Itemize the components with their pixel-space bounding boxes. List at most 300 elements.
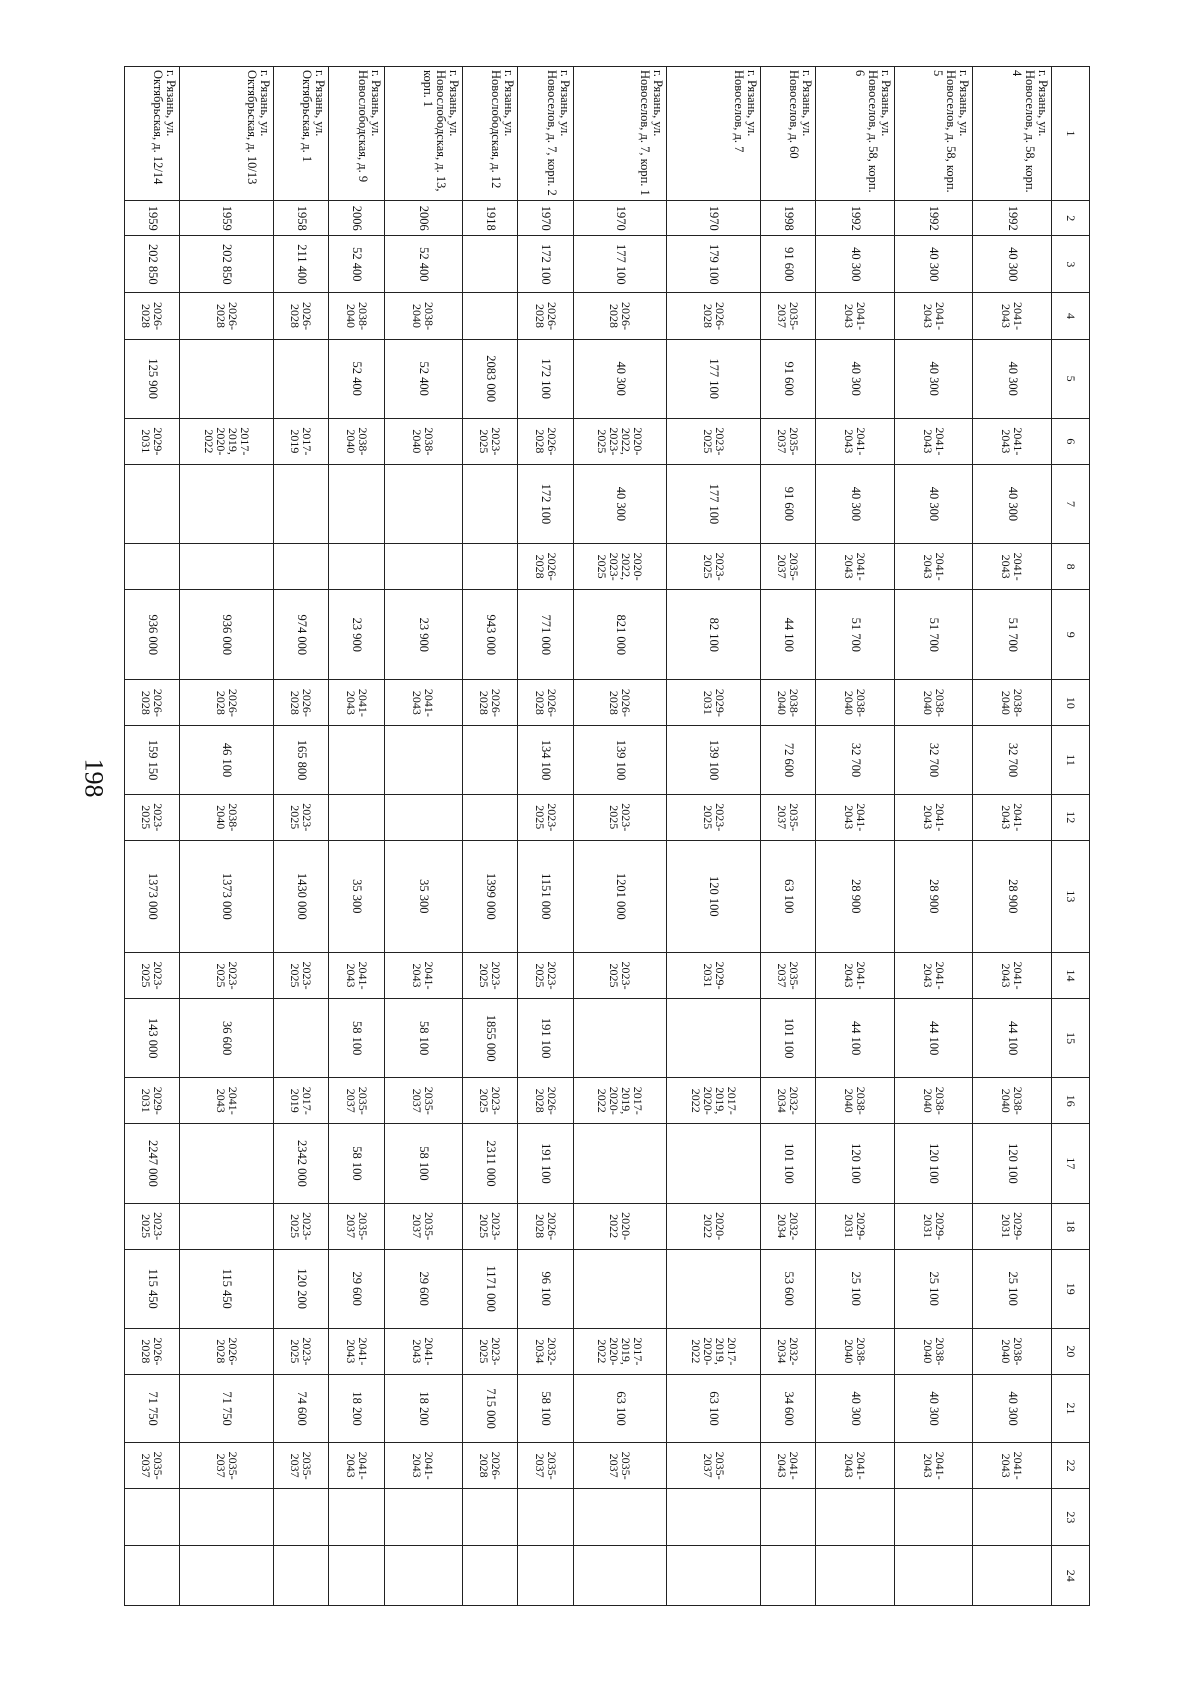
cost-cell: 2311 000 bbox=[463, 1124, 518, 1203]
cost-cell: 2342 000 bbox=[274, 1124, 329, 1203]
period-cell: 2026-2028 bbox=[125, 1328, 180, 1374]
period-cell: 2023-2025 bbox=[667, 544, 761, 590]
cost-cell: 91 600 bbox=[761, 236, 816, 293]
table-row bbox=[895, 67, 974, 1606]
cost-cell: 52 400 bbox=[384, 339, 463, 418]
cost-cell: 974 000 bbox=[274, 590, 329, 680]
cost-cell: 120 200 bbox=[274, 1249, 329, 1328]
cost-cell: 2247 000 bbox=[125, 1124, 180, 1203]
cost-cell: 96 100 bbox=[518, 1249, 573, 1328]
table-row bbox=[667, 67, 761, 1606]
page-number bbox=[73, 748, 113, 808]
cost-cell: 25 100 bbox=[895, 1249, 974, 1328]
address-cell: г. Рязань, ул. Октябрьская, д. 10/13 bbox=[180, 67, 274, 201]
period-cell bbox=[384, 544, 463, 590]
period-cell: 2038-2040 bbox=[180, 794, 274, 840]
column-header: 23 bbox=[1052, 1489, 1090, 1546]
table-body bbox=[125, 67, 1052, 1606]
cost-cell: 18 200 bbox=[329, 1374, 384, 1442]
cost-cell bbox=[329, 726, 384, 794]
cost-cell: 40 300 bbox=[973, 339, 1052, 418]
period-cell: 2035-2037 bbox=[761, 794, 816, 840]
period-cell bbox=[329, 544, 384, 590]
cost-cell bbox=[274, 1489, 329, 1546]
period-cell: 2038-2040 bbox=[895, 1078, 974, 1124]
year-cell: 1992 bbox=[816, 201, 895, 236]
year-cell: 1958 bbox=[274, 201, 329, 236]
cost-cell: 936 000 bbox=[125, 590, 180, 680]
period-cell: 2041-2043 bbox=[895, 1443, 974, 1489]
column-header: 12 bbox=[1052, 794, 1090, 840]
period-cell: 2038-2040 bbox=[329, 293, 384, 339]
cost-cell bbox=[125, 1489, 180, 1546]
cost-cell: 1373 000 bbox=[180, 840, 274, 952]
cost-cell: 139 100 bbox=[667, 726, 761, 794]
period-cell: 2041-2043 bbox=[973, 794, 1052, 840]
address-cell: г. Рязань, ул. Октябрьская, д. 1 bbox=[274, 67, 329, 201]
period-cell: 2035-2037 bbox=[180, 1443, 274, 1489]
cost-cell: 51 700 bbox=[816, 590, 895, 680]
cost-cell bbox=[573, 1249, 667, 1328]
column-header: 18 bbox=[1052, 1203, 1090, 1249]
year-cell: 1998 bbox=[761, 201, 816, 236]
period-cell: 2026-2028 bbox=[463, 680, 518, 726]
cost-cell: 177 100 bbox=[667, 339, 761, 418]
cost-cell bbox=[180, 464, 274, 543]
cost-cell: 58 100 bbox=[329, 999, 384, 1078]
period-cell: 2032-2034 bbox=[761, 1203, 816, 1249]
column-header: 10 bbox=[1052, 680, 1090, 726]
cost-cell: 40 300 bbox=[895, 339, 974, 418]
cost-cell: 58 100 bbox=[384, 1124, 463, 1203]
year-cell: 1970 bbox=[518, 201, 573, 236]
cost-cell: 179 100 bbox=[667, 236, 761, 293]
cost-cell: 177 100 bbox=[573, 236, 667, 293]
cost-cell: 51 700 bbox=[895, 590, 974, 680]
cost-cell: 58 100 bbox=[384, 999, 463, 1078]
address-cell: г. Рязань, ул. Новослободская, д. 9 bbox=[329, 67, 384, 201]
period-cell: 2023-2025 bbox=[463, 418, 518, 464]
period-cell: 2023-2025 bbox=[518, 794, 573, 840]
period-cell bbox=[463, 794, 518, 840]
table-row bbox=[329, 67, 384, 1606]
cost-cell: 40 300 bbox=[816, 1374, 895, 1442]
cost-cell: 120 100 bbox=[973, 1124, 1052, 1203]
cost-cell: 159 150 bbox=[125, 726, 180, 794]
table-row bbox=[463, 67, 518, 1606]
address-cell: г. Рязань, ул. Новоселов, д. 58, корп. 5 bbox=[895, 67, 974, 201]
cost-cell: 46 100 bbox=[180, 726, 274, 794]
period-cell bbox=[329, 794, 384, 840]
cost-cell: 63 100 bbox=[761, 840, 816, 952]
column-header: 5 bbox=[1052, 339, 1090, 418]
period-cell: 2038-2040 bbox=[816, 1328, 895, 1374]
cost-cell bbox=[180, 339, 274, 418]
column-header: 9 bbox=[1052, 590, 1090, 680]
period-cell: 2026-2028 bbox=[463, 1443, 518, 1489]
period-cell: 2026-2028 bbox=[180, 680, 274, 726]
cost-cell bbox=[463, 726, 518, 794]
period-cell bbox=[463, 1546, 518, 1606]
table-row bbox=[816, 67, 895, 1606]
cost-cell bbox=[463, 464, 518, 543]
period-cell: 2035-2037 bbox=[518, 1443, 573, 1489]
cost-cell: 115 450 bbox=[180, 1249, 274, 1328]
period-cell: 2026-2028 bbox=[518, 1078, 573, 1124]
column-header: 2 bbox=[1052, 201, 1090, 236]
cost-cell: 1855 000 bbox=[463, 999, 518, 1078]
cost-cell: 44 100 bbox=[816, 999, 895, 1078]
column-header: 22 bbox=[1052, 1443, 1090, 1489]
cost-cell bbox=[274, 339, 329, 418]
cost-cell: 172 100 bbox=[518, 339, 573, 418]
period-cell: 2041-2043 bbox=[895, 418, 974, 464]
cost-cell: 35 300 bbox=[384, 840, 463, 952]
period-cell bbox=[761, 1546, 816, 1606]
address-cell: г. Рязань, ул. Новослободская, д. 13, корп. 1 bbox=[384, 67, 463, 201]
cost-cell bbox=[667, 1124, 761, 1203]
cost-cell: 53 600 bbox=[761, 1249, 816, 1328]
cost-cell: 1151 000 bbox=[518, 840, 573, 952]
cost-cell: 18 200 bbox=[384, 1374, 463, 1442]
cost-cell bbox=[125, 464, 180, 543]
period-cell: 2029-2031 bbox=[973, 1203, 1052, 1249]
table-row bbox=[573, 67, 667, 1606]
period-cell: 2038-2040 bbox=[973, 1078, 1052, 1124]
period-cell: 2041-2043 bbox=[329, 680, 384, 726]
address-cell: г. Рязань, ул. Новоселов, д. 58, корп. 4 bbox=[973, 67, 1052, 201]
cost-cell: 40 300 bbox=[816, 236, 895, 293]
cost-cell: 139 100 bbox=[573, 726, 667, 794]
cost-cell: 165 800 bbox=[274, 726, 329, 794]
cost-cell: 936 000 bbox=[180, 590, 274, 680]
period-cell: 2038-2040 bbox=[816, 1078, 895, 1124]
cost-cell: 120 100 bbox=[895, 1124, 974, 1203]
period-cell: 2035-2037 bbox=[761, 952, 816, 998]
column-header: 20 bbox=[1052, 1328, 1090, 1374]
period-cell: 2020-2022 bbox=[573, 1203, 667, 1249]
period-cell: 2026-2028 bbox=[573, 293, 667, 339]
period-cell: 2041-2043 bbox=[384, 680, 463, 726]
period-cell: 2023-2025 bbox=[125, 794, 180, 840]
period-cell: 2023-2025 bbox=[463, 1078, 518, 1124]
cost-cell: 44 100 bbox=[895, 999, 974, 1078]
cost-cell: 40 300 bbox=[973, 236, 1052, 293]
period-cell: 2035-2037 bbox=[761, 544, 816, 590]
cost-cell: 120 100 bbox=[667, 840, 761, 952]
year-cell: 1970 bbox=[573, 201, 667, 236]
cost-cell: 40 300 bbox=[895, 464, 974, 543]
cost-cell: 51 700 bbox=[973, 590, 1052, 680]
period-cell: 2023-2025 bbox=[274, 794, 329, 840]
period-cell: 2041-2043 bbox=[816, 794, 895, 840]
year-cell: 1959 bbox=[125, 201, 180, 236]
period-cell: 2038-2040 bbox=[973, 1328, 1052, 1374]
column-header: 19 bbox=[1052, 1249, 1090, 1328]
cost-cell bbox=[180, 1489, 274, 1546]
cost-cell bbox=[518, 1489, 573, 1546]
column-header: 7 bbox=[1052, 464, 1090, 543]
cost-cell: 821 000 bbox=[573, 590, 667, 680]
table-row bbox=[761, 67, 816, 1606]
cost-cell: 202 850 bbox=[125, 236, 180, 293]
period-cell: 2041-2043 bbox=[816, 952, 895, 998]
column-header: 13 bbox=[1052, 840, 1090, 952]
column-header: 14 bbox=[1052, 952, 1090, 998]
period-cell: 2041-2043 bbox=[895, 544, 974, 590]
period-cell: 2023-2025 bbox=[463, 1203, 518, 1249]
cost-cell: 44 100 bbox=[973, 999, 1052, 1078]
period-cell: 2035-2037 bbox=[125, 1443, 180, 1489]
period-cell: 2023-2025 bbox=[573, 952, 667, 998]
period-cell: 2017-2019 bbox=[274, 418, 329, 464]
period-cell: 2017-2019, 2020-2022 bbox=[573, 1328, 667, 1374]
period-cell: 2038-2040 bbox=[384, 293, 463, 339]
period-cell: 2017-2019, 2020-2022 bbox=[180, 418, 274, 464]
year-cell: 1970 bbox=[667, 201, 761, 236]
cost-cell: 25 100 bbox=[973, 1249, 1052, 1328]
table-row bbox=[384, 67, 463, 1606]
cost-cell: 74 600 bbox=[274, 1374, 329, 1442]
column-header: 6 bbox=[1052, 418, 1090, 464]
address-cell: г. Рязань, ул. Новоселов, д. 7 bbox=[667, 67, 761, 201]
period-cell: 2041-2043 bbox=[973, 1443, 1052, 1489]
cost-cell: 1373 000 bbox=[125, 840, 180, 952]
table-row bbox=[973, 67, 1052, 1606]
cost-cell bbox=[667, 999, 761, 1078]
cost-cell bbox=[329, 1489, 384, 1546]
cost-cell bbox=[274, 999, 329, 1078]
period-cell: 2023-2025 bbox=[667, 794, 761, 840]
cost-cell: 71 750 bbox=[180, 1374, 274, 1442]
period-cell: 2041-2043 bbox=[384, 1443, 463, 1489]
period-cell: 2029-2031 bbox=[667, 680, 761, 726]
cost-cell: 115 450 bbox=[125, 1249, 180, 1328]
cost-cell bbox=[384, 464, 463, 543]
period-cell: 2026-2028 bbox=[274, 293, 329, 339]
cost-cell: 28 900 bbox=[973, 840, 1052, 952]
period-cell: 2041-2043 bbox=[973, 544, 1052, 590]
cost-cell: 120 100 bbox=[816, 1124, 895, 1203]
period-cell: 2017-2019 bbox=[274, 1078, 329, 1124]
column-header: 24 bbox=[1052, 1546, 1090, 1606]
cost-cell: 32 700 bbox=[973, 726, 1052, 794]
period-cell: 2023-2025 bbox=[573, 794, 667, 840]
address-cell: г. Рязань, ул. Новоселов, д. 58, корп. 6 bbox=[816, 67, 895, 201]
period-cell: 2035-2037 bbox=[573, 1443, 667, 1489]
period-cell: 2035-2037 bbox=[761, 418, 816, 464]
period-cell: 2026-2028 bbox=[518, 1203, 573, 1249]
period-cell: 2041-2043 bbox=[973, 418, 1052, 464]
cost-cell: 40 300 bbox=[573, 339, 667, 418]
period-cell bbox=[384, 794, 463, 840]
cost-cell: 44 100 bbox=[761, 590, 816, 680]
cost-cell: 28 900 bbox=[816, 840, 895, 952]
address-cell: г. Рязань, ул. Новоселов, д. 7, корп. 2 bbox=[518, 67, 573, 201]
header-row bbox=[1052, 67, 1090, 1606]
period-cell bbox=[125, 1546, 180, 1606]
cost-cell: 91 600 bbox=[761, 464, 816, 543]
period-cell bbox=[180, 1546, 274, 1606]
cost-cell: 40 300 bbox=[573, 464, 667, 543]
year-cell: 1992 bbox=[973, 201, 1052, 236]
period-cell: 2026-2028 bbox=[518, 418, 573, 464]
year-cell: 1992 bbox=[895, 201, 974, 236]
cost-cell: 202 850 bbox=[180, 236, 274, 293]
cost-cell: 1201 000 bbox=[573, 840, 667, 952]
cost-cell: 36 600 bbox=[180, 999, 274, 1078]
address-cell: г. Рязань, ул. Октябрьская, д. 12/14 bbox=[125, 67, 180, 201]
period-cell: 2041-2043 bbox=[816, 544, 895, 590]
cost-cell bbox=[667, 1249, 761, 1328]
cost-cell: 211 400 bbox=[274, 236, 329, 293]
period-cell: 2038-2040 bbox=[973, 680, 1052, 726]
period-cell: 2023-2025 bbox=[667, 418, 761, 464]
cost-cell: 32 700 bbox=[895, 726, 974, 794]
year-cell: 1918 bbox=[463, 201, 518, 236]
period-cell: 2035-2037 bbox=[274, 1443, 329, 1489]
period-cell: 2017-2019, 2020-2022 bbox=[667, 1328, 761, 1374]
cost-cell: 191 100 bbox=[518, 999, 573, 1078]
column-header: 3 bbox=[1052, 236, 1090, 293]
period-cell: 2035-2037 bbox=[384, 1078, 463, 1124]
period-cell: 2041-2043 bbox=[329, 952, 384, 998]
cost-cell bbox=[329, 464, 384, 543]
cost-cell: 177 100 bbox=[667, 464, 761, 543]
address-cell: г. Рязань, ул. Новоселов, д. 60 bbox=[761, 67, 816, 201]
cost-cell: 40 300 bbox=[973, 464, 1052, 543]
cost-cell bbox=[816, 1489, 895, 1546]
cost-cell: 52 400 bbox=[384, 236, 463, 293]
period-cell: 2035-2037 bbox=[384, 1203, 463, 1249]
cost-cell bbox=[573, 999, 667, 1078]
cost-cell bbox=[895, 1489, 974, 1546]
period-cell: 2029-2031 bbox=[125, 1078, 180, 1124]
cost-cell: 28 900 bbox=[895, 840, 974, 952]
period-cell: 2041-2043 bbox=[329, 1328, 384, 1374]
cost-cell: 943 000 bbox=[463, 590, 518, 680]
period-cell: 2026-2028 bbox=[274, 680, 329, 726]
period-cell: 2038-2040 bbox=[895, 680, 974, 726]
cost-cell bbox=[573, 1124, 667, 1203]
column-header: 11 bbox=[1052, 726, 1090, 794]
period-cell bbox=[895, 1546, 974, 1606]
period-cell: 2026-2028 bbox=[667, 293, 761, 339]
period-cell: 2038-2040 bbox=[816, 680, 895, 726]
column-header: 4 bbox=[1052, 293, 1090, 339]
period-cell bbox=[816, 1546, 895, 1606]
period-cell: 2038-2040 bbox=[761, 680, 816, 726]
period-cell bbox=[274, 544, 329, 590]
cost-cell bbox=[463, 1489, 518, 1546]
period-cell bbox=[573, 1546, 667, 1606]
period-cell: 2020-2022, 2023-2025 bbox=[573, 418, 667, 464]
cost-cell: 40 300 bbox=[895, 236, 974, 293]
cost-cell: 191 100 bbox=[518, 1124, 573, 1203]
period-cell: 2041-2043 bbox=[384, 952, 463, 998]
period-cell: 2026-2028 bbox=[180, 293, 274, 339]
cost-cell: 91 600 bbox=[761, 339, 816, 418]
cost-cell: 1430 000 bbox=[274, 840, 329, 952]
period-cell bbox=[329, 1546, 384, 1606]
period-cell: 2029-2031 bbox=[125, 418, 180, 464]
period-cell: 2026-2028 bbox=[518, 680, 573, 726]
period-cell bbox=[180, 1203, 274, 1249]
period-cell: 2023-2025 bbox=[125, 952, 180, 998]
cost-cell bbox=[180, 1124, 274, 1203]
period-cell: 2035-2037 bbox=[667, 1443, 761, 1489]
cost-cell: 52 400 bbox=[329, 339, 384, 418]
period-cell bbox=[463, 293, 518, 339]
period-cell: 2023-2025 bbox=[125, 1203, 180, 1249]
cost-cell: 82 100 bbox=[667, 590, 761, 680]
period-cell: 2026-2028 bbox=[125, 680, 180, 726]
period-cell: 2041-2043 bbox=[329, 1443, 384, 1489]
address-cell: г. Рязань, ул. Новоселов, д. 7, корп. 1 bbox=[573, 67, 667, 201]
cost-cell bbox=[384, 1489, 463, 1546]
cost-cell: 1399 000 bbox=[463, 840, 518, 952]
cost-cell: 29 600 bbox=[384, 1249, 463, 1328]
period-cell: 2029-2031 bbox=[895, 1203, 974, 1249]
period-cell bbox=[667, 1546, 761, 1606]
period-cell: 2041-2043 bbox=[761, 1443, 816, 1489]
table-container bbox=[124, 66, 1090, 1606]
period-cell: 2026-2028 bbox=[573, 680, 667, 726]
period-cell: 2029-2031 bbox=[667, 952, 761, 998]
period-cell: 2020-2022 bbox=[667, 1203, 761, 1249]
period-cell: 2041-2043 bbox=[895, 293, 974, 339]
cost-cell: 40 300 bbox=[973, 1374, 1052, 1442]
period-cell: 2026-2028 bbox=[180, 1328, 274, 1374]
cost-cell bbox=[573, 1489, 667, 1546]
cost-cell bbox=[384, 726, 463, 794]
cost-cell: 32 700 bbox=[816, 726, 895, 794]
period-cell bbox=[518, 1546, 573, 1606]
cost-cell: 2083 000 bbox=[463, 339, 518, 418]
period-cell: 2017-2019, 2020-2022 bbox=[667, 1078, 761, 1124]
table-row bbox=[518, 67, 573, 1606]
cost-cell bbox=[973, 1489, 1052, 1546]
period-cell: 2041-2043 bbox=[895, 794, 974, 840]
period-cell: 2023-2025 bbox=[274, 1328, 329, 1374]
cost-cell: 23 900 bbox=[329, 590, 384, 680]
address-cell: г. Рязань, ул. Новослободская, д. 12 bbox=[463, 67, 518, 201]
period-cell: 2017-2019, 2020-2022 bbox=[573, 1078, 667, 1124]
period-cell: 2032-2034 bbox=[761, 1078, 816, 1124]
cost-cell bbox=[274, 464, 329, 543]
column-header: 15 bbox=[1052, 999, 1090, 1078]
cost-cell: 134 100 bbox=[518, 726, 573, 794]
cost-cell: 1171 000 bbox=[463, 1249, 518, 1328]
period-cell: 2029-2031 bbox=[816, 1203, 895, 1249]
period-cell: 2020-2022, 2023-2025 bbox=[573, 544, 667, 590]
column-header: 1 bbox=[1052, 67, 1090, 201]
period-cell: 2032-2034 bbox=[761, 1328, 816, 1374]
period-cell: 2041-2043 bbox=[973, 293, 1052, 339]
period-cell: 2041-2043 bbox=[180, 1078, 274, 1124]
period-cell bbox=[463, 544, 518, 590]
period-cell bbox=[973, 1546, 1052, 1606]
cost-cell: 101 100 bbox=[761, 1124, 816, 1203]
cost-cell: 771 000 bbox=[518, 590, 573, 680]
period-cell: 2038-2040 bbox=[384, 418, 463, 464]
cost-cell: 715 000 bbox=[463, 1374, 518, 1442]
year-cell: 2006 bbox=[329, 201, 384, 236]
cost-cell: 63 100 bbox=[573, 1374, 667, 1442]
cost-cell: 58 100 bbox=[518, 1374, 573, 1442]
period-cell: 2032-2034 bbox=[518, 1328, 573, 1374]
period-cell: 2026-2028 bbox=[518, 544, 573, 590]
